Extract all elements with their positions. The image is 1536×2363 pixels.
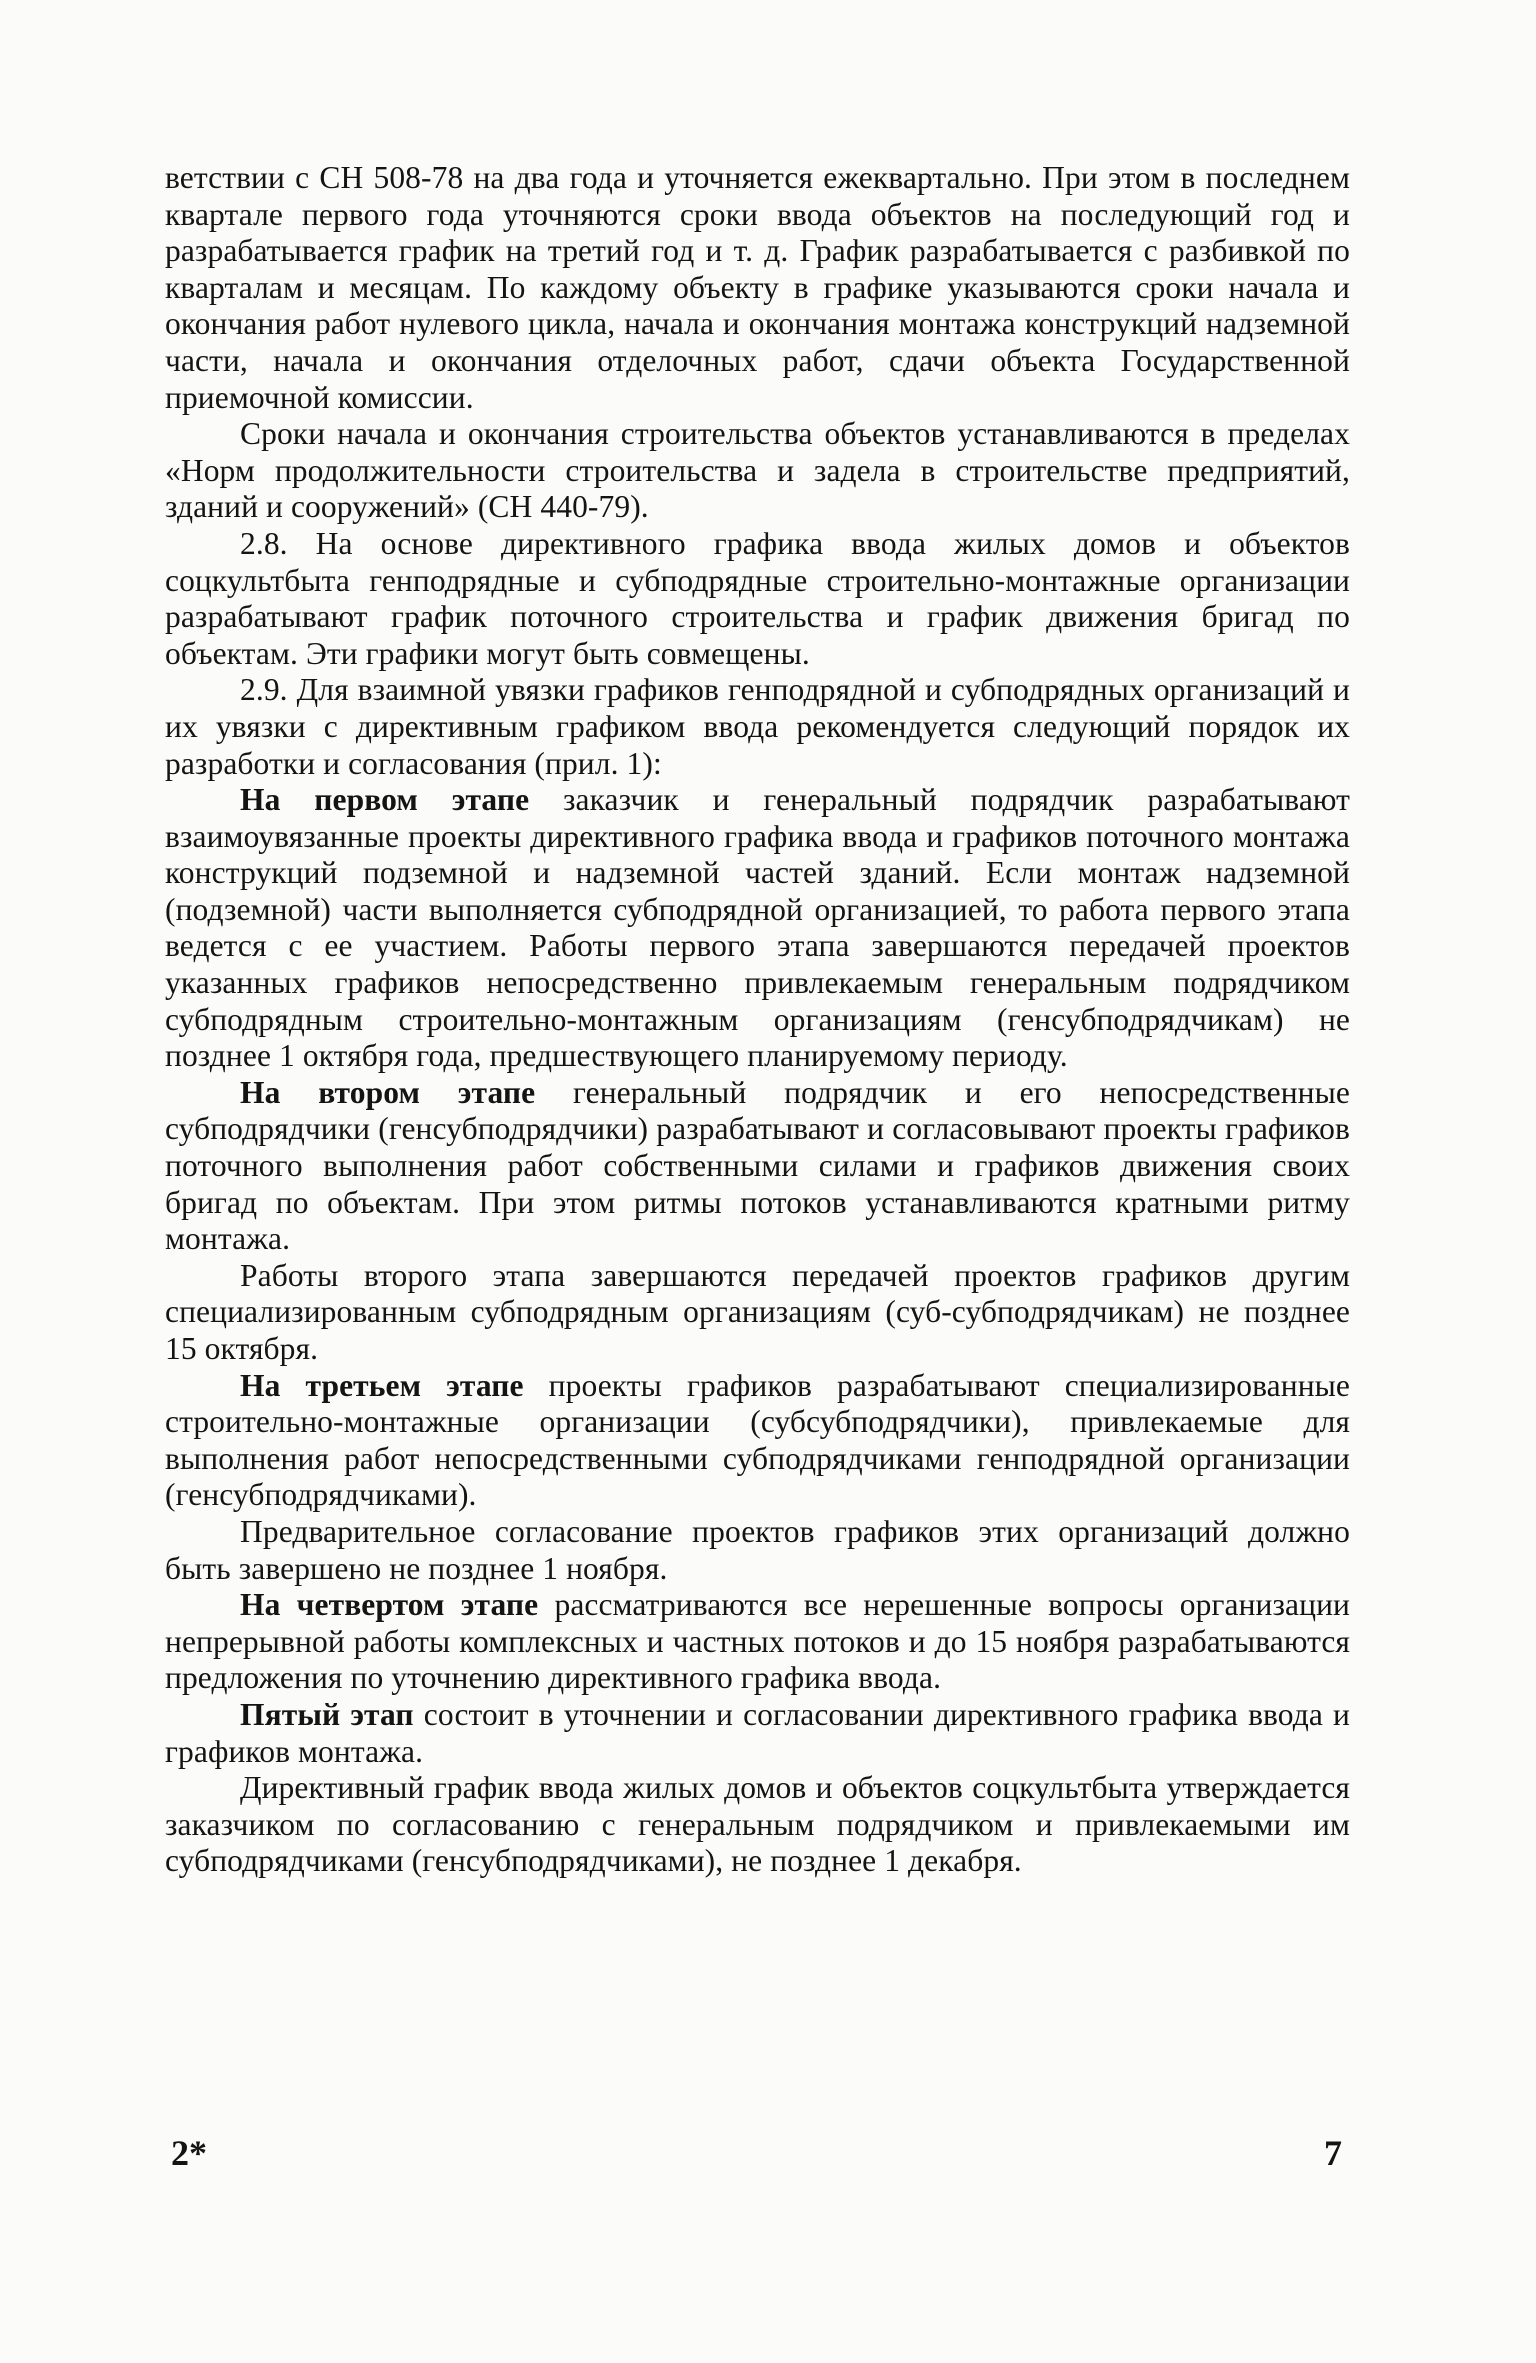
paragraph-11-text: состоит в уточнении и согласовании директивного графика ввода и графиков монтажа. [165,1696,1350,1769]
page-footer [165,2132,1350,2176]
paragraph-7 [165,1258,1350,1368]
page-body [165,160,1350,1880]
paragraph-9-text: Предварительное согласование проектов графиков этих организаций должно быть завершено не позднее 1 ноября. [165,1513,1350,1586]
paragraph-2-text: Сроки начала и окончания строительства объектов устанавливаются в пределах «Норм продолжительности строительства и задела в строительстве предприятий, зданий и сооружений» (СН 440-79). [165,416,1350,525]
paragraph-8-lead: На третьем этапе [240,1367,524,1403]
paragraph-1 [165,160,1350,416]
paragraph-5-lead: На первом этапе [240,782,530,818]
paragraph-1-text: ветствии с СН 508-78 на два года и уточняется ежеквартально. При этом в последнем квартале первого года уточняются сроки ввода объектов на последующий год и разрабатывается график на третий год и т. д. График разрабатывается с разбивкой по кварталам и месяцам. По каждому объекту в графике указываются сроки начала и окончания работ нулевого цикла, начала и окончания монтажа конструкций надземной части, начала и окончания отделочных работ, сдачи объекта Государственной приемочной комиссии. [165,160,1350,415]
paragraph-3-text: 2.8. На основе директивного графика ввода жилых домов и объектов соцкультбыта генподрядные и субподрядные строительно-монтажные организации разрабатывают график поточного строительства и график движения бригад по объектам. Эти графики могут быть совмещены. [165,525,1350,671]
page-number: 7 [1324,2133,1342,2173]
paragraph-10-lead: На четвертом этапе [240,1587,539,1623]
paragraph-6-lead: На втором этапе [240,1074,536,1110]
paragraph-10 [165,1587,1350,1697]
paragraph-6 [165,1075,1350,1258]
paragraph-8 [165,1368,1350,1514]
paragraph-12 [165,1770,1350,1880]
paragraph-11-lead: Пятый этап [240,1696,414,1732]
paragraph-4-text: 2.9. Для взаимной увязки графиков генподрядной и субподрядных организаций и их увязки с директивным графиком ввода рекомендуется следующий порядок их разработки и согласования (прил. 1): [165,672,1350,781]
paragraph-4 [165,672,1350,782]
paragraph-5 [165,782,1350,1075]
paragraph-8-text: проекты графиков разрабатывают специализированные строительно-монтажные организации (субсубподрядчики), привлекаемые для выполнения работ непосредственными субподрядчиками генподрядной организации (генсубподрядчиками). [165,1367,1350,1513]
signature-mark: 2* [171,2133,207,2173]
paragraph-3 [165,526,1350,672]
paragraph-11 [165,1697,1350,1770]
paragraph-2 [165,416,1350,526]
paragraph-5-text: заказчик и генеральный подрядчик разрабатывают взаимоувязанные проекты директивного графика ввода и графиков поточного монтажа конструкций подземной и надземной частей зданий. Если монтаж надземной (подземной) части выполняется субподрядной организацией, то работа первого этапа ведется с ее участием. Работы первого этапа завершаются передачей проектов указанных графиков непосредственно привлекаемым генеральным подрядчиком субподрядным строительно-монтажным организациям (генсубподрядчикам) не позднее 1 октября года, предшествующего планируемому периоду. [165,782,1350,1074]
paragraph-7-text: Работы второго этапа завершаются передачей проектов графиков другим специализированным субподрядным организациям (суб-субподрядчикам) не позднее 15 октября. [165,1257,1350,1366]
paragraph-12-text: Директивный график ввода жилых домов и объектов соцкультбыта утверждается заказчиком по согласованию с генеральным подрядчиком и привлекаемыми им субподрядчиками (генсубподрядчиками), не позднее 1 декабря. [165,1770,1350,1879]
paragraph-6-text: генеральный подрядчик и его непосредственные субподрядчики (генсубподрядчики) разрабатывают и согласовывают проекты графиков поточного выполнения работ собственными силами и графиков движения своих бригад по объектам. При этом ритмы потоков устанавливаются кратными ритму монтажа. [165,1074,1350,1257]
paragraph-9 [165,1514,1350,1587]
paragraph-10-text: рассматриваются все нерешенные вопросы организации непрерывной работы комплексных и частных потоков и до 15 ноября разрабатываются предложения по уточнению директивного графика ввода. [165,1587,1351,1696]
